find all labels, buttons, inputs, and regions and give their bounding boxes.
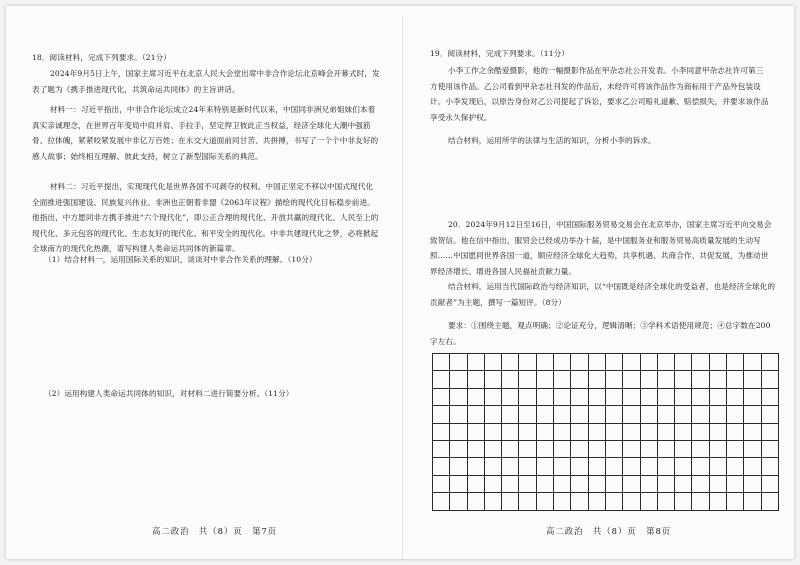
- answer-cell[interactable]: [502, 476, 519, 493]
- answer-cell[interactable]: [468, 406, 485, 423]
- page-7: [6, 6, 404, 559]
- answer-cell[interactable]: [658, 458, 675, 475]
- answer-cell[interactable]: [554, 493, 571, 510]
- answer-cell[interactable]: [710, 371, 727, 388]
- answer-cell[interactable]: [554, 371, 571, 388]
- q18-intro: 2024年9月5日上午，国家主席习近平在北京人民大会堂出席中非合作论坛北京峰会开幕式时，发表了题为《携手推进现代化，共筑命运共同体》的主旨讲话。: [32, 69, 380, 94]
- answer-cell[interactable]: [433, 424, 450, 441]
- answer-cell[interactable]: [519, 441, 536, 458]
- answer-cell[interactable]: [571, 441, 588, 458]
- answer-cell[interactable]: [468, 371, 485, 388]
- answer-cell[interactable]: [502, 354, 519, 371]
- answer-cell[interactable]: [727, 476, 744, 493]
- page-footer-right: 高二政治 共（8）页 第8页: [546, 526, 672, 536]
- answer-cell[interactable]: [571, 458, 588, 475]
- answer-cell[interactable]: [485, 371, 502, 388]
- answer-cell[interactable]: [692, 371, 709, 388]
- answer-cell[interactable]: [692, 424, 709, 441]
- answer-cell[interactable]: [571, 371, 588, 388]
- answer-cell[interactable]: [606, 476, 623, 493]
- answer-cell[interactable]: [450, 493, 467, 510]
- answer-cell[interactable]: [433, 354, 450, 371]
- answer-cell[interactable]: [641, 476, 658, 493]
- answer-cell[interactable]: [571, 354, 588, 371]
- answer-cell[interactable]: [537, 458, 554, 475]
- answer-cell[interactable]: [468, 389, 485, 406]
- exam-sheet: [6, 6, 794, 559]
- answer-cell[interactable]: [727, 406, 744, 423]
- answer-cell[interactable]: [606, 406, 623, 423]
- answer-cell[interactable]: [641, 493, 658, 510]
- answer-cell[interactable]: [762, 441, 779, 458]
- answer-cell[interactable]: [519, 389, 536, 406]
- q18-sub-question-2: （2）运用构建人类命运共同体的知识，对材料二进行简要分析。（11分）: [44, 389, 294, 398]
- answer-cell[interactable]: [762, 371, 779, 388]
- answer-cell[interactable]: [744, 424, 761, 441]
- answer-cell[interactable]: [589, 389, 606, 406]
- answer-cell[interactable]: [744, 458, 761, 475]
- answer-cell[interactable]: [727, 389, 744, 406]
- answer-cell[interactable]: [485, 389, 502, 406]
- answer-cell[interactable]: [485, 406, 502, 423]
- answer-cell[interactable]: [744, 389, 761, 406]
- answer-cell[interactable]: [727, 441, 744, 458]
- answer-cell[interactable]: [433, 406, 450, 423]
- answer-cell[interactable]: [727, 458, 744, 475]
- q18-header: 18．阅读材料，完成下列要求。（21分）: [32, 53, 172, 62]
- answer-cell[interactable]: [485, 493, 502, 510]
- answer-cell[interactable]: [710, 406, 727, 423]
- answer-cell[interactable]: [554, 476, 571, 493]
- answer-cell[interactable]: [468, 354, 485, 371]
- answer-cell[interactable]: [692, 441, 709, 458]
- answer-cell[interactable]: [658, 406, 675, 423]
- answer-cell[interactable]: [606, 458, 623, 475]
- answer-cell[interactable]: [606, 389, 623, 406]
- answer-cell[interactable]: [519, 458, 536, 475]
- answer-cell[interactable]: [675, 371, 692, 388]
- answer-cell[interactable]: [450, 476, 467, 493]
- answer-cell[interactable]: [519, 493, 536, 510]
- answer-cell[interactable]: [641, 424, 658, 441]
- answer-cell[interactable]: [744, 476, 761, 493]
- answer-cell[interactable]: [692, 458, 709, 475]
- q18-material-2: 材料二：习近平提出，实现现代化是世界各国不可剥夺的权利。中国正坚定不移以中国式现代化全面推进强国建设、民族复兴伟业。非洲也正朝着非盟《2063年议程》描绘的现代化目标稳步前进。他指出，中方愿同非方携手推进“六个现代化”，即公正合理的现代化、开放共赢的现代化、人民至上的现代化、多元包容的现代化、生态友好的现代化、和平安全的现代化。中非共建现代化之梦，必将掀起全球南方的现代化热潮，谱写构建人类命运共同体的新篇章。: [32, 182, 379, 254]
- answer-cell[interactable]: [658, 389, 675, 406]
- answer-cell[interactable]: [658, 493, 675, 510]
- answer-cell[interactable]: [433, 493, 450, 510]
- answer-cell[interactable]: [571, 493, 588, 510]
- answer-cell[interactable]: [623, 424, 640, 441]
- answer-cell[interactable]: [519, 354, 536, 371]
- answer-grid[interactable]: [432, 353, 779, 511]
- answer-cell[interactable]: [623, 354, 640, 371]
- answer-cell[interactable]: [606, 354, 623, 371]
- answer-cell[interactable]: [675, 476, 692, 493]
- answer-cell[interactable]: [658, 354, 675, 371]
- q20-task: 结合材料，运用当代国际政治与经济知识，以“中国既是经济全球化的受益者，也是经济全球化的贡献者”为主题，撰写一篇短评。（8分）: [430, 282, 776, 307]
- answer-cell[interactable]: [606, 441, 623, 458]
- answer-cell[interactable]: [433, 389, 450, 406]
- answer-cell[interactable]: [658, 441, 675, 458]
- answer-cell[interactable]: [485, 458, 502, 475]
- answer-cell[interactable]: [450, 389, 467, 406]
- answer-cell[interactable]: [537, 389, 554, 406]
- answer-cell[interactable]: [502, 406, 519, 423]
- answer-cell[interactable]: [502, 458, 519, 475]
- answer-cell[interactable]: [692, 493, 709, 510]
- answer-cell[interactable]: [641, 441, 658, 458]
- answer-cell[interactable]: [641, 354, 658, 371]
- answer-cell[interactable]: [537, 371, 554, 388]
- answer-cell[interactable]: [658, 371, 675, 388]
- answer-cell[interactable]: [658, 476, 675, 493]
- answer-cell[interactable]: [589, 458, 606, 475]
- answer-cell[interactable]: [433, 458, 450, 475]
- answer-cell[interactable]: [710, 424, 727, 441]
- answer-cell[interactable]: [519, 406, 536, 423]
- page-footer-left: 高二政治 共（8）页 第7页: [152, 526, 278, 536]
- answer-cell[interactable]: [744, 441, 761, 458]
- answer-cell[interactable]: [468, 476, 485, 493]
- answer-cell[interactable]: [554, 354, 571, 371]
- answer-cell[interactable]: [744, 354, 761, 371]
- answer-cell[interactable]: [589, 476, 606, 493]
- answer-cell[interactable]: [554, 458, 571, 475]
- answer-cell[interactable]: [762, 424, 779, 441]
- answer-cell[interactable]: [433, 371, 450, 388]
- answer-cell[interactable]: [571, 406, 588, 423]
- answer-cell[interactable]: [623, 406, 640, 423]
- answer-cell[interactable]: [468, 493, 485, 510]
- q19-header: 19．阅读材料，完成下列要求。（11分）: [430, 49, 570, 58]
- answer-cell[interactable]: [606, 493, 623, 510]
- answer-cell[interactable]: [589, 406, 606, 423]
- answer-cell[interactable]: [537, 354, 554, 371]
- answer-cell[interactable]: [641, 371, 658, 388]
- answer-cell[interactable]: [502, 371, 519, 388]
- answer-cell[interactable]: [589, 441, 606, 458]
- answer-cell[interactable]: [468, 441, 485, 458]
- answer-cell[interactable]: [675, 493, 692, 510]
- answer-cell[interactable]: [675, 389, 692, 406]
- answer-cell[interactable]: [692, 406, 709, 423]
- answer-cell[interactable]: [589, 354, 606, 371]
- answer-cell[interactable]: [727, 493, 744, 510]
- answer-cell[interactable]: [537, 476, 554, 493]
- answer-cell[interactable]: [485, 476, 502, 493]
- answer-cell[interactable]: [692, 389, 709, 406]
- answer-cell[interactable]: [433, 441, 450, 458]
- answer-cell[interactable]: [710, 441, 727, 458]
- answer-cell[interactable]: [502, 493, 519, 510]
- answer-cell[interactable]: [762, 476, 779, 493]
- answer-cell[interactable]: [623, 441, 640, 458]
- answer-cell[interactable]: [554, 441, 571, 458]
- answer-cell[interactable]: [710, 493, 727, 510]
- answer-cell[interactable]: [658, 424, 675, 441]
- answer-cell[interactable]: [692, 354, 709, 371]
- answer-cell[interactable]: [450, 371, 467, 388]
- answer-cell[interactable]: [606, 424, 623, 441]
- answer-cell[interactable]: [519, 371, 536, 388]
- answer-cell[interactable]: [623, 476, 640, 493]
- answer-cell[interactable]: [623, 389, 640, 406]
- answer-cell[interactable]: [641, 389, 658, 406]
- answer-cell[interactable]: [641, 406, 658, 423]
- answer-cell[interactable]: [537, 406, 554, 423]
- answer-cell[interactable]: [571, 476, 588, 493]
- answer-cell[interactable]: [450, 424, 467, 441]
- answer-cell[interactable]: [762, 389, 779, 406]
- answer-cell[interactable]: [675, 354, 692, 371]
- answer-cell[interactable]: [710, 476, 727, 493]
- q18-sub-question-1: （1）结合材料一，运用国际关系的知识，谈谈对中非合作关系的理解。（10分）: [44, 255, 317, 264]
- answer-cell[interactable]: [710, 458, 727, 475]
- answer-cell[interactable]: [537, 493, 554, 510]
- answer-cell[interactable]: [450, 441, 467, 458]
- answer-cell[interactable]: [623, 371, 640, 388]
- answer-cell[interactable]: [537, 424, 554, 441]
- answer-cell[interactable]: [727, 424, 744, 441]
- answer-cell[interactable]: [485, 441, 502, 458]
- answer-cell[interactable]: [502, 441, 519, 458]
- answer-cell[interactable]: [485, 424, 502, 441]
- answer-cell[interactable]: [762, 458, 779, 475]
- answer-cell[interactable]: [744, 493, 761, 510]
- answer-cell[interactable]: [589, 493, 606, 510]
- answer-cell[interactable]: [519, 476, 536, 493]
- q19-task: 结合材料，运用所学的法律与生活的知识，分析小李的诉求。: [448, 136, 656, 145]
- answer-cell[interactable]: [675, 424, 692, 441]
- answer-cell[interactable]: [502, 424, 519, 441]
- answer-cell[interactable]: [675, 406, 692, 423]
- answer-cell[interactable]: [641, 458, 658, 475]
- answer-cell[interactable]: [744, 406, 761, 423]
- answer-cell[interactable]: [537, 441, 554, 458]
- answer-cell[interactable]: [485, 354, 502, 371]
- q19-material: 小李工作之余酷爱摄影，他的一幅摄影作品在甲杂志社公开发表。小李同意甲杂志社许可第三方使用该作品。乙公司看到甲杂志社刊发的作品后，未经许可将该作品作为商标用于产品外包装设计。小李发现后，以原告身份对乙公司提起了诉讼，要求乙公司赔礼道歉、赔偿损失，并要求该作品享受永久保护权。: [430, 66, 769, 122]
- answer-cell[interactable]: [727, 371, 744, 388]
- answer-cell[interactable]: [623, 458, 640, 475]
- answer-cell[interactable]: [623, 493, 640, 510]
- answer-cell[interactable]: [762, 354, 779, 371]
- answer-cell[interactable]: [589, 371, 606, 388]
- answer-cell[interactable]: [744, 371, 761, 388]
- answer-cell[interactable]: [710, 389, 727, 406]
- answer-cell[interactable]: [450, 406, 467, 423]
- answer-cell[interactable]: [710, 354, 727, 371]
- answer-cell[interactable]: [554, 389, 571, 406]
- answer-cell[interactable]: [468, 424, 485, 441]
- answer-cell[interactable]: [727, 354, 744, 371]
- answer-cell[interactable]: [571, 389, 588, 406]
- page-8: [404, 6, 794, 559]
- answer-cell[interactable]: [450, 354, 467, 371]
- answer-cell[interactable]: [762, 406, 779, 423]
- answer-cell[interactable]: [554, 424, 571, 441]
- answer-cell[interactable]: [571, 424, 588, 441]
- answer-cell[interactable]: [554, 406, 571, 423]
- answer-cell[interactable]: [589, 424, 606, 441]
- answer-cell[interactable]: [502, 389, 519, 406]
- answer-cell[interactable]: [468, 458, 485, 475]
- answer-cell[interactable]: [675, 441, 692, 458]
- q20-requirements: 要求：①围绕主题，观点明确；②论证充分，逻辑清晰；③学科术语使用规范；④总字数在200字左右。: [430, 321, 771, 346]
- answer-cell[interactable]: [692, 476, 709, 493]
- answer-cell[interactable]: [762, 493, 779, 510]
- q18-material-1: 材料一：习近平指出，中非合作论坛成立24年来特别是新时代以来，中国同非洲兄弟姐妹们本着真实亲诚理念，在世界百年变局中肩并肩、手拉手，坚定捍卫彼此正当权益，经济全球化大潮中强筋骨、拉体魄，紧紧咬紧发展中非亿万百姓；在永交大道面前同甘苦、共拼搏，书写了一个个中非友好的感人故事；始终相互理解、彼此支持，树立了新型国际关系的典范。: [32, 105, 379, 161]
- answer-cell[interactable]: [433, 476, 450, 493]
- answer-cell[interactable]: [675, 458, 692, 475]
- answer-cell[interactable]: [606, 371, 623, 388]
- answer-cell[interactable]: [450, 458, 467, 475]
- q20-intro: 20．2024年9月12日至16日，中国国际服务贸易交易会在北京举办，国家主席习近平向交易会致贺信。他在信中指出，服贸会已经成功举办十届，是中国服务业和服务贸易高质量发展的生动写照……中国愿同世界各国一道，顺应经济全球化大趋势，共享机遇、共商合作、共促发展，为推动世界经济增长、增进各国人民福祉贡献力量。: [430, 220, 772, 276]
- answer-cell[interactable]: [519, 424, 536, 441]
